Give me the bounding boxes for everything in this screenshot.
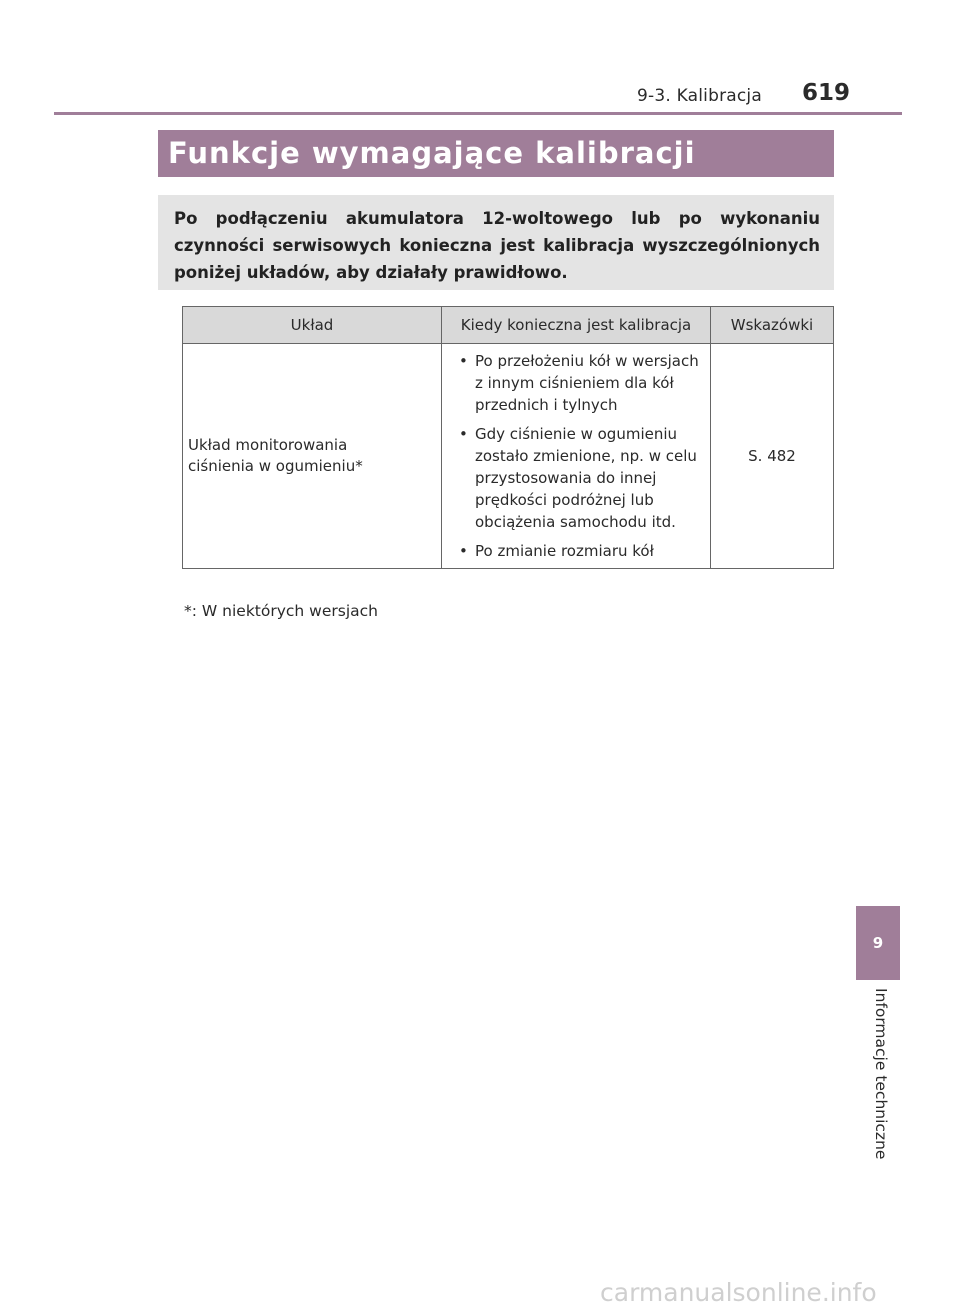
title-bar — [158, 130, 834, 177]
chapter-tab — [856, 906, 900, 980]
page-title: Funkcje wymagające kalibracji — [168, 136, 696, 170]
bullet-icon: • — [459, 542, 468, 560]
intro-text: Po podłączeniu akumulatora 12-woltowego lub po wykonaniu czynności serwisowych konieczna jest kalibracja wyszczególnionych poniżej układów, aby działały prawidłowo. — [174, 209, 820, 282]
list-item — [459, 350, 705, 416]
bullet-icon: • — [459, 425, 468, 443]
watermark: carmanualsonline.info — [600, 1278, 877, 1307]
list-item-text: Gdy ciśnienie w ogumieniu zostało zmienione, np. w celu przystosowania do innej prędkości podróżnej lub obciążenia samochodu itd. — [475, 425, 697, 531]
reference-cell: S. 482 — [711, 344, 834, 569]
list-item-text: Po przełożeniu kół w wersjach z innym ciśnieniem dla kół przednich i tylnych — [475, 352, 699, 414]
chapter-number: 9 — [872, 934, 884, 952]
system-name-line-1: Układ monitorowania — [188, 436, 348, 454]
system-name-line-2: ciśnienia w ogumieniu* — [188, 457, 363, 475]
when-list — [447, 350, 705, 562]
column-header-when: Kiedy konieczna jest kalibracja — [442, 307, 711, 344]
list-item-text: Po zmianie rozmiaru kół — [475, 542, 654, 560]
intro-box — [158, 195, 834, 290]
column-header-system: Układ — [183, 307, 442, 344]
column-header-reference: Wskazówki — [711, 307, 834, 344]
when-cell — [442, 344, 711, 569]
table-row — [183, 344, 834, 569]
calibration-table — [182, 306, 834, 569]
page-number: 619 — [802, 80, 851, 106]
table-header-row — [183, 307, 834, 344]
system-cell — [183, 344, 442, 569]
bullet-icon: • — [459, 352, 468, 370]
header-section-title: 9-3. Kalibracja — [637, 86, 762, 106]
footnote: *: W niektórych wersjach — [184, 602, 378, 620]
list-item — [459, 540, 705, 562]
chapter-label: Informacje techniczne — [872, 988, 890, 1160]
list-item — [459, 423, 705, 533]
header-divider — [54, 112, 902, 115]
